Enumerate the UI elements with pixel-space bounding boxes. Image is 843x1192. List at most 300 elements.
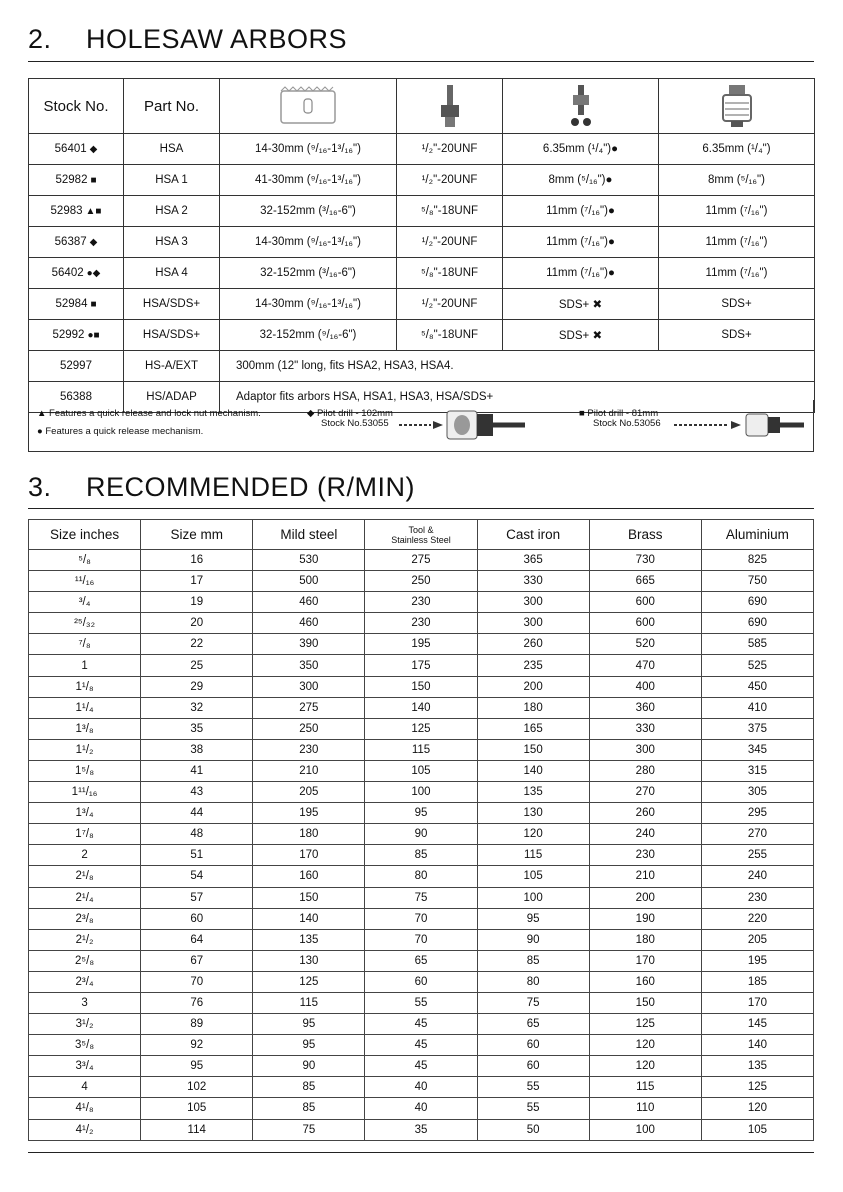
pilot-drill-cell: SDS+ ✖ (503, 289, 659, 320)
tool-stainless-cell: 195 (365, 634, 477, 655)
header-mild-steel: Mild steel (253, 520, 365, 550)
cast-iron-cell: 235 (477, 655, 589, 676)
aluminium-cell: 825 (701, 550, 813, 571)
size-inches-cell: 1¹/₈ (29, 676, 141, 697)
cast-iron-cell: 55 (477, 1077, 589, 1098)
tool-stainless-cell: 45 (365, 1056, 477, 1077)
note-stock-53055: Stock No.53055 (321, 418, 389, 429)
stock-no-cell (29, 196, 124, 227)
size-mm-cell: 105 (141, 1098, 253, 1119)
brass-cell: 110 (589, 1098, 701, 1119)
mild-steel-cell: 85 (253, 1098, 365, 1119)
tool-stainless-cell: 60 (365, 971, 477, 992)
section-title-arbors (28, 24, 347, 55)
mild-steel-cell: 390 (253, 634, 365, 655)
size-inches-cell: 3⁵/₈ (29, 1035, 141, 1056)
brass-cell: 200 (589, 887, 701, 908)
shank-cell: 11mm (⁷/₁₆") (659, 227, 815, 258)
mild-steel-cell: 90 (253, 1056, 365, 1077)
mild-steel-cell: 230 (253, 739, 365, 760)
pilot-drill-cell: 8mm (⁵/₁₆")● (503, 165, 659, 196)
tool-stainless-cell: 55 (365, 992, 477, 1013)
mild-steel-cell: 205 (253, 782, 365, 803)
stock-number: 56401 (54, 143, 87, 155)
feature-symbol: ◆ (89, 237, 98, 248)
tool-stainless-cell: 125 (365, 718, 477, 739)
size-inches-cell: 3³/₄ (29, 1056, 141, 1077)
brass-cell: 160 (589, 971, 701, 992)
mild-steel-cell: 115 (253, 992, 365, 1013)
mild-steel-cell: 140 (253, 908, 365, 929)
feature-symbol: ◆ (89, 144, 98, 155)
cast-iron-cell: 130 (477, 803, 589, 824)
part-no-cell: HSA 4 (124, 258, 220, 289)
cast-iron-cell: 75 (477, 992, 589, 1013)
shank-cell: SDS+ (659, 289, 815, 320)
aluminium-cell: 195 (701, 950, 813, 971)
aluminium-cell: 140 (701, 1035, 813, 1056)
size-mm-cell: 38 (141, 739, 253, 760)
pilot-drill-cell: 11mm (⁷/₁₆")● (503, 196, 659, 227)
pilot-drill-102-icon (399, 405, 525, 445)
rpm-row (29, 676, 814, 697)
rpm-row (29, 634, 814, 655)
size-mm-cell: 25 (141, 655, 253, 676)
size-inches-cell: 4¹/₈ (29, 1098, 141, 1119)
size-mm-cell: 92 (141, 1035, 253, 1056)
aluminium-cell: 345 (701, 739, 813, 760)
brass-cell: 230 (589, 845, 701, 866)
tool-stainless-cell: 115 (365, 739, 477, 760)
tool-stainless-cell: 175 (365, 655, 477, 676)
size-inches-cell: 4 (29, 1077, 141, 1098)
thread-cell: ⁵/₈"-18UNF (397, 196, 503, 227)
size-inches-cell: ⁵/₈ (29, 550, 141, 571)
shank-cell: 6.35mm (¹/₄") (659, 134, 815, 165)
rpm-table (28, 519, 814, 1141)
aluminium-cell: 375 (701, 718, 813, 739)
size-range-cell: 14-30mm (⁹/₁₆-1³/₁₆") (220, 227, 397, 258)
header-aluminium: Aluminium (701, 520, 813, 550)
part-no-cell: HSA/SDS+ (124, 320, 220, 351)
cast-iron-cell: 260 (477, 634, 589, 655)
tool-stainless-cell: 65 (365, 950, 477, 971)
thread-cell: ⁵/₈"-18UNF (397, 320, 503, 351)
rpm-row (29, 550, 814, 571)
cast-iron-cell: 100 (477, 887, 589, 908)
tool-stainless-cell: 105 (365, 760, 477, 781)
description-cell: Adaptor fits arbors HSA, HSA1, HSA3, HSA/SDS+ (220, 382, 815, 413)
stock-number: 52992 (52, 329, 85, 341)
size-mm-cell: 20 (141, 613, 253, 634)
brass-cell: 100 (589, 1119, 701, 1140)
size-range-cell: 14-30mm (⁹/₁₆-1³/₁₆") (220, 134, 397, 165)
stock-number: 56387 (54, 236, 87, 248)
section-heading: HOLESAW ARBORS (86, 24, 348, 54)
size-mm-cell: 51 (141, 845, 253, 866)
tool-stainless-cell: 150 (365, 676, 477, 697)
mild-steel-cell: 135 (253, 929, 365, 950)
mild-steel-cell: 350 (253, 655, 365, 676)
mild-steel-cell: 300 (253, 676, 365, 697)
shank-cell: 8mm (⁵/₁₆") (659, 165, 815, 196)
mild-steel-cell: 275 (253, 697, 365, 718)
section-number: 3. (28, 472, 52, 502)
arbor-row (29, 289, 815, 320)
part-no-cell: HS/ADAP (124, 382, 220, 413)
brass-cell: 210 (589, 866, 701, 887)
brass-cell: 520 (589, 634, 701, 655)
size-mm-cell: 54 (141, 866, 253, 887)
size-range-cell: 32-152mm (³/₁₆-6") (220, 258, 397, 289)
tool-stainless-cell: 95 (365, 803, 477, 824)
feature-symbol: ●■ (87, 330, 100, 341)
note-pilot-drill-102: ◆ Pilot drill - 102mm (307, 408, 393, 419)
sds-chuck-icon (659, 79, 815, 134)
stock-no-cell (29, 289, 124, 320)
size-mm-cell: 89 (141, 1014, 253, 1035)
size-inches-cell: 2¹/₂ (29, 929, 141, 950)
description-cell: 300mm (12" long, fits HSA2, HSA3, HSA4. (220, 351, 815, 382)
size-inches-cell: ⁷/₈ (29, 634, 141, 655)
size-inches-cell: 1 (29, 655, 141, 676)
size-inches-cell: 1¹¹/₁₆ (29, 782, 141, 803)
rpm-row (29, 1119, 814, 1140)
size-mm-cell: 60 (141, 908, 253, 929)
part-no-cell: HSA/SDS+ (124, 289, 220, 320)
arbor-row (29, 134, 815, 165)
brass-cell: 170 (589, 950, 701, 971)
size-mm-cell: 48 (141, 824, 253, 845)
cast-iron-cell: 95 (477, 908, 589, 929)
mild-steel-cell: 85 (253, 1077, 365, 1098)
pilot-drill-81-icon (674, 408, 804, 442)
shank-cell: 11mm (⁷/₁₆") (659, 258, 815, 289)
tool-stainless-cell: 90 (365, 824, 477, 845)
rpm-row (29, 950, 814, 971)
stock-number: 52984 (55, 298, 88, 310)
size-mm-cell: 29 (141, 676, 253, 697)
mild-steel-cell: 125 (253, 971, 365, 992)
rpm-row (29, 1014, 814, 1035)
rpm-row (29, 803, 814, 824)
size-inches-cell: ¹¹/₁₆ (29, 571, 141, 592)
mild-steel-cell: 75 (253, 1119, 365, 1140)
aluminium-cell: 170 (701, 992, 813, 1013)
section-number: 2. (28, 24, 52, 54)
aluminium-cell: 105 (701, 1119, 813, 1140)
arbor-row (29, 165, 815, 196)
mild-steel-cell: 150 (253, 887, 365, 908)
tool-stainless-cell: 40 (365, 1077, 477, 1098)
rpm-row (29, 760, 814, 781)
thread-cell: ¹/₂"-20UNF (397, 227, 503, 258)
brass-cell: 400 (589, 676, 701, 697)
cast-iron-cell: 90 (477, 929, 589, 950)
rpm-row (29, 697, 814, 718)
arbor-row (29, 320, 815, 351)
header-stock-no: Stock No. (29, 79, 124, 134)
size-inches-cell: 1⁵/₈ (29, 760, 141, 781)
brass-cell: 115 (589, 1077, 701, 1098)
mild-steel-cell: 160 (253, 866, 365, 887)
rpm-row (29, 887, 814, 908)
brass-cell: 280 (589, 760, 701, 781)
arbor-row (29, 227, 815, 258)
size-inches-cell: 1³/₈ (29, 718, 141, 739)
brass-cell: 240 (589, 824, 701, 845)
note-quick-release-lock-nut: ▲ Features a quick release and lock nut mechanism. (37, 408, 261, 419)
aluminium-cell: 125 (701, 1077, 813, 1098)
cast-iron-cell: 65 (477, 1014, 589, 1035)
arbors-table (28, 78, 815, 413)
part-no-cell: HSA 1 (124, 165, 220, 196)
aluminium-cell: 585 (701, 634, 813, 655)
tool-stainless-cell: 75 (365, 887, 477, 908)
aluminium-cell: 295 (701, 803, 813, 824)
mild-steel-cell: 500 (253, 571, 365, 592)
stock-no-cell (29, 258, 124, 289)
thread-cell: ⁵/₈"-18UNF (397, 258, 503, 289)
brass-cell: 470 (589, 655, 701, 676)
tool-stainless-cell: 35 (365, 1119, 477, 1140)
cast-iron-cell: 105 (477, 866, 589, 887)
aluminium-cell: 240 (701, 866, 813, 887)
stock-no-cell (29, 227, 124, 258)
mild-steel-cell: 195 (253, 803, 365, 824)
aluminium-cell: 255 (701, 845, 813, 866)
rpm-row (29, 1035, 814, 1056)
rpm-row (29, 908, 814, 929)
tool-stainless-cell: 70 (365, 929, 477, 950)
tool-stainless-cell: 45 (365, 1014, 477, 1035)
mild-steel-cell: 170 (253, 845, 365, 866)
brass-cell: 150 (589, 992, 701, 1013)
shank-cell: SDS+ (659, 320, 815, 351)
size-mm-cell: 16 (141, 550, 253, 571)
mild-steel-cell: 130 (253, 950, 365, 971)
cast-iron-cell: 115 (477, 845, 589, 866)
rpm-row (29, 718, 814, 739)
cast-iron-cell: 330 (477, 571, 589, 592)
size-inches-cell: 2³/₄ (29, 971, 141, 992)
rpm-row (29, 655, 814, 676)
tool-stainless-cell: 230 (365, 613, 477, 634)
arbor-row (29, 258, 815, 289)
aluminium-cell: 525 (701, 655, 813, 676)
rpm-row (29, 592, 814, 613)
aluminium-cell: 690 (701, 592, 813, 613)
size-mm-cell: 22 (141, 634, 253, 655)
pilot-drill-cell: 11mm (⁷/₁₆")● (503, 227, 659, 258)
title-rule (28, 61, 814, 62)
rpm-row (29, 613, 814, 634)
feature-symbol: ●◆ (86, 268, 101, 279)
holesaw-icon (220, 79, 397, 134)
aluminium-cell: 450 (701, 676, 813, 697)
aluminium-cell: 690 (701, 613, 813, 634)
stock-number: 56402 (51, 267, 84, 279)
brass-cell: 260 (589, 803, 701, 824)
aluminium-cell: 750 (701, 571, 813, 592)
rpm-row (29, 866, 814, 887)
brass-cell: 120 (589, 1035, 701, 1056)
thread-cell: ¹/₂"-20UNF (397, 289, 503, 320)
tool-stainless-cell: 70 (365, 908, 477, 929)
aluminium-cell: 185 (701, 971, 813, 992)
arbors-notes (28, 400, 814, 452)
cast-iron-cell: 180 (477, 697, 589, 718)
header-brass: Brass (589, 520, 701, 550)
size-mm-cell: 43 (141, 782, 253, 803)
rpm-row (29, 929, 814, 950)
size-range-cell: 41-30mm (⁹/₁₆-1³/₁₆") (220, 165, 397, 196)
size-inches-cell: 1³/₄ (29, 803, 141, 824)
size-inches-cell: 1¹/₄ (29, 697, 141, 718)
part-no-cell: HSA 2 (124, 196, 220, 227)
stock-no-cell: 52997 (29, 351, 124, 382)
brass-cell: 360 (589, 697, 701, 718)
size-inches-cell: 1¹/₂ (29, 739, 141, 760)
cast-iron-cell: 200 (477, 676, 589, 697)
arbors-header-row (29, 79, 815, 134)
size-inches-cell: 3¹/₂ (29, 1014, 141, 1035)
brass-cell: 730 (589, 550, 701, 571)
aluminium-cell: 220 (701, 908, 813, 929)
rpm-row (29, 739, 814, 760)
arbor-row (29, 351, 815, 382)
pilot-drill-bolt-icon (503, 79, 659, 134)
size-mm-cell: 41 (141, 760, 253, 781)
note-quick-release: ● Features a quick release mechanism. (37, 426, 204, 437)
mild-steel-cell: 460 (253, 592, 365, 613)
cast-iron-cell: 300 (477, 613, 589, 634)
feature-symbol: ▲■ (85, 206, 102, 217)
size-inches-cell: 2³/₈ (29, 908, 141, 929)
size-mm-cell: 17 (141, 571, 253, 592)
cast-iron-cell: 300 (477, 592, 589, 613)
shank-cell: 11mm (⁷/₁₆") (659, 196, 815, 227)
rpm-row (29, 1098, 814, 1119)
section-title-rpm (28, 472, 415, 503)
part-no-cell: HS-A/EXT (124, 351, 220, 382)
size-inches-cell: ²⁵/₃₂ (29, 613, 141, 634)
cast-iron-cell: 80 (477, 971, 589, 992)
brass-cell: 300 (589, 739, 701, 760)
feature-symbol: ■ (90, 175, 97, 186)
tool-stainless-cell: 40 (365, 1098, 477, 1119)
size-mm-cell: 102 (141, 1077, 253, 1098)
tool-stainless-cell: 140 (365, 697, 477, 718)
pilot-drill-cell: 6.35mm (¹/₄")● (503, 134, 659, 165)
size-range-cell: 32-152mm (⁹/₁₆-6") (220, 320, 397, 351)
tool-stainless-cell: 100 (365, 782, 477, 803)
aluminium-cell: 315 (701, 760, 813, 781)
tool-stainless-cell: 80 (365, 866, 477, 887)
header-stainless-line: Stainless Steel (391, 534, 451, 545)
thread-cell: ¹/₂"-20UNF (397, 134, 503, 165)
mild-steel-cell: 250 (253, 718, 365, 739)
header-tool-line: Tool & (408, 524, 434, 535)
size-mm-cell: 32 (141, 697, 253, 718)
cast-iron-cell: 50 (477, 1119, 589, 1140)
brass-cell: 125 (589, 1014, 701, 1035)
size-mm-cell: 57 (141, 887, 253, 908)
part-no-cell: HSA (124, 134, 220, 165)
size-mm-cell: 67 (141, 950, 253, 971)
size-inches-cell: 3 (29, 992, 141, 1013)
mild-steel-cell: 530 (253, 550, 365, 571)
mild-steel-cell: 95 (253, 1014, 365, 1035)
mild-steel-cell: 180 (253, 824, 365, 845)
part-no-cell: HSA 3 (124, 227, 220, 258)
mild-steel-cell: 460 (253, 613, 365, 634)
size-mm-cell: 44 (141, 803, 253, 824)
aluminium-cell: 305 (701, 782, 813, 803)
note-pilot-drill-81: ■ Pilot drill - 81mm (579, 408, 659, 419)
brass-cell: 600 (589, 613, 701, 634)
header-part-no: Part No. (124, 79, 220, 134)
cast-iron-cell: 85 (477, 950, 589, 971)
aluminium-cell: 230 (701, 887, 813, 908)
mild-steel-cell: 210 (253, 760, 365, 781)
brass-cell: 190 (589, 908, 701, 929)
size-inches-cell: 1⁷/₈ (29, 824, 141, 845)
note-stock-53056: Stock No.53056 (593, 418, 661, 429)
brass-cell: 600 (589, 592, 701, 613)
aluminium-cell: 120 (701, 1098, 813, 1119)
size-mm-cell: 76 (141, 992, 253, 1013)
aluminium-cell: 270 (701, 824, 813, 845)
title-rule (28, 508, 814, 509)
arbor-thread-icon (397, 79, 503, 134)
header-cast-iron: Cast iron (477, 520, 589, 550)
stock-no-cell (29, 134, 124, 165)
rpm-row (29, 1077, 814, 1098)
brass-cell: 330 (589, 718, 701, 739)
brass-cell: 120 (589, 1056, 701, 1077)
aluminium-cell: 410 (701, 697, 813, 718)
stock-number: 52983 (50, 205, 83, 217)
cast-iron-cell: 365 (477, 550, 589, 571)
brass-cell: 180 (589, 929, 701, 950)
size-inches-cell: ³/₄ (29, 592, 141, 613)
rpm-row (29, 992, 814, 1013)
size-inches-cell: 2¹/₄ (29, 887, 141, 908)
stock-no-cell (29, 320, 124, 351)
rpm-row (29, 824, 814, 845)
size-mm-cell: 70 (141, 971, 253, 992)
rpm-row (29, 845, 814, 866)
size-range-cell: 14-30mm (⁹/₁₆-1³/₁₆") (220, 289, 397, 320)
stock-no-cell (29, 165, 124, 196)
cast-iron-cell: 55 (477, 1098, 589, 1119)
arbor-row (29, 196, 815, 227)
cast-iron-cell: 60 (477, 1056, 589, 1077)
mild-steel-cell: 95 (253, 1035, 365, 1056)
size-inches-cell: 2¹/₈ (29, 866, 141, 887)
size-mm-cell: 114 (141, 1119, 253, 1140)
cast-iron-cell: 135 (477, 782, 589, 803)
pilot-drill-cell: 11mm (⁷/₁₆")● (503, 258, 659, 289)
aluminium-cell: 145 (701, 1014, 813, 1035)
brass-cell: 665 (589, 571, 701, 592)
rpm-row (29, 971, 814, 992)
tool-stainless-cell: 230 (365, 592, 477, 613)
brass-cell: 270 (589, 782, 701, 803)
aluminium-cell: 205 (701, 929, 813, 950)
rpm-row (29, 571, 814, 592)
